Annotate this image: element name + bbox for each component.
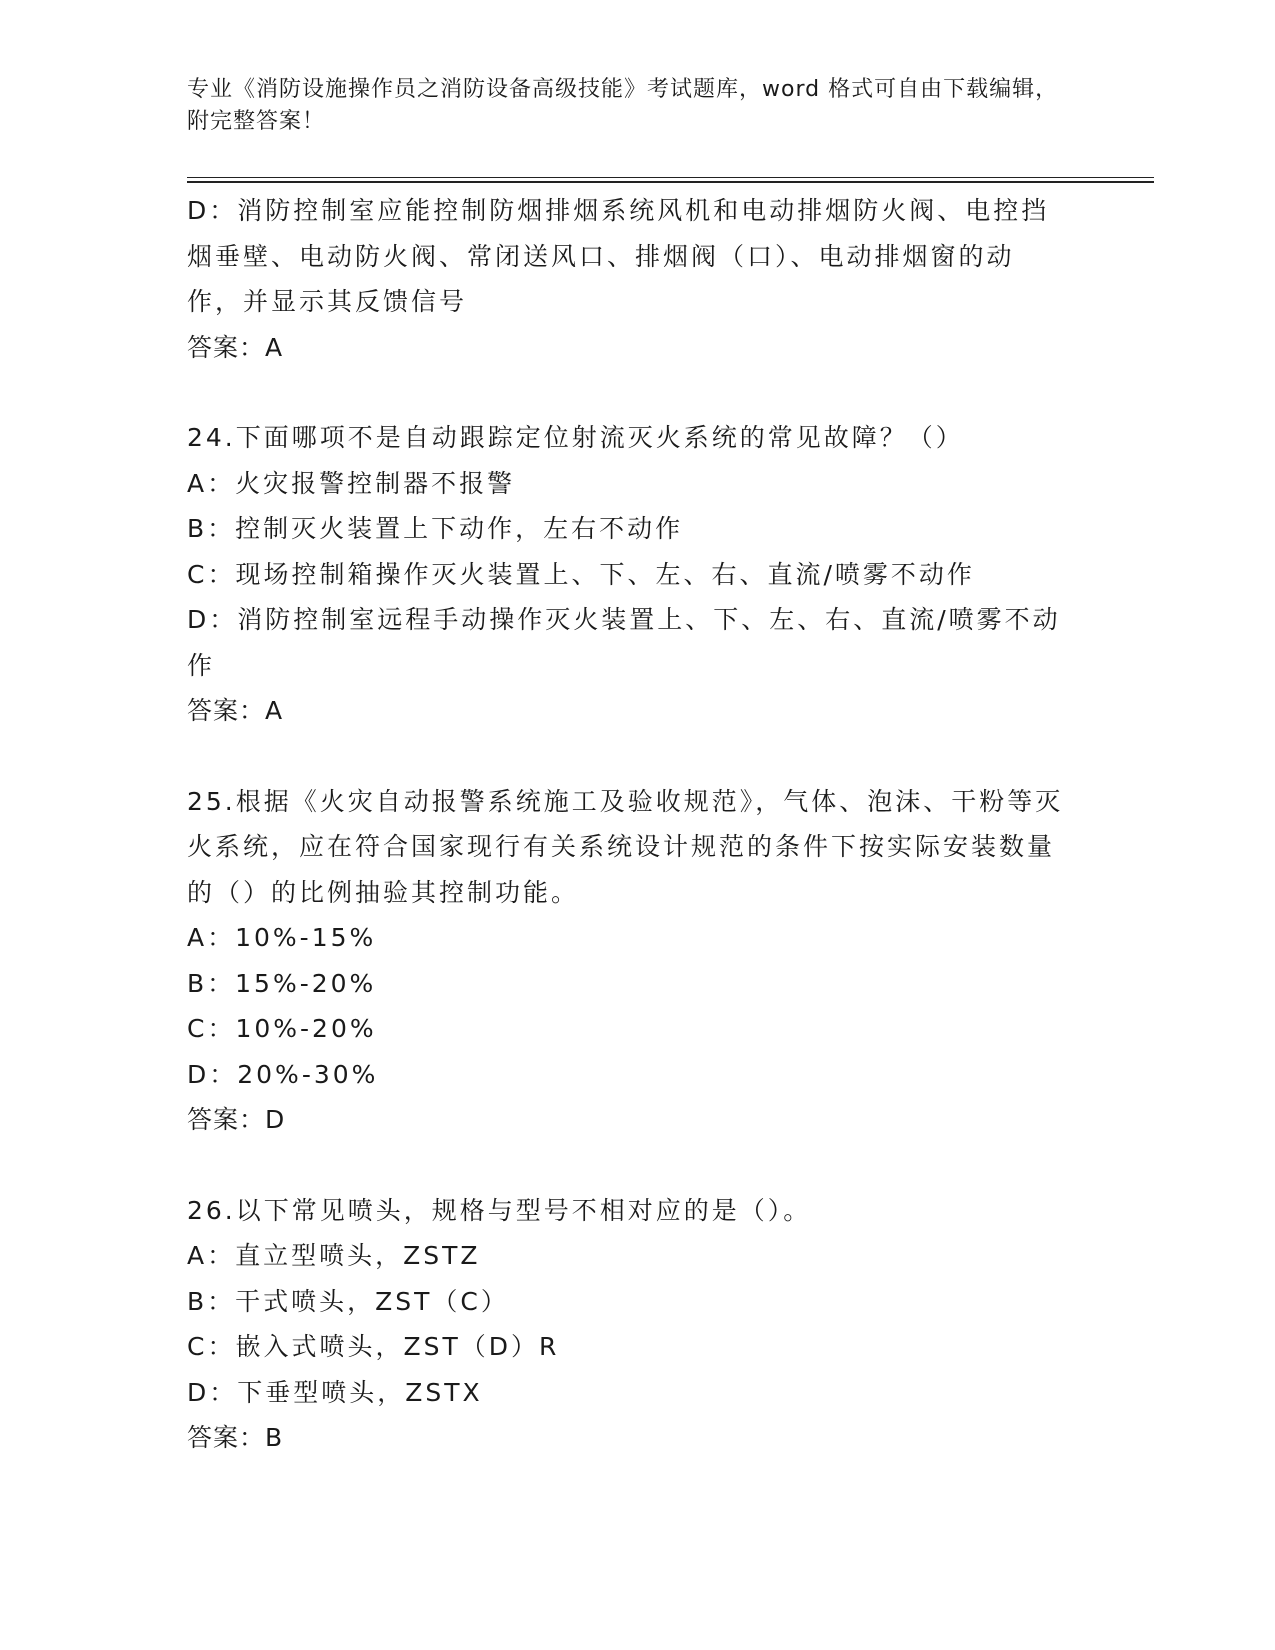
option-d: D：消防控制室远程手动操作灭火装置上、下、左、右、直流/喷雾不动作 [187, 605, 1061, 680]
header-divider-thick [187, 181, 1154, 183]
previous-question-tail [187, 188, 1067, 370]
option-a: A：10%-15% [187, 923, 377, 952]
spacer [187, 1143, 1067, 1188]
option-b: B：15%-20% [187, 968, 377, 998]
answer-line: 答案：D [187, 1105, 286, 1134]
option-a: A：火灾报警控制器不报警 [187, 468, 516, 498]
answer-line: 答案：A [187, 696, 284, 725]
answer-line: 答案：A [187, 332, 284, 362]
question-26 [187, 1188, 1067, 1461]
option-b: B：控制灭火装置上下动作，左右不动作 [187, 514, 684, 543]
option-d: D：消防控制室应能控制防烟排烟系统风机和电动排烟防火阀、电控挡烟垂壁、电动防火阀、常闭送风口、排烟阀（口）、电动排烟窗的动作，并显示其反馈信号 [187, 196, 1050, 316]
option-b: B：干式喷头，ZST（C） [187, 1286, 509, 1316]
question-content [187, 188, 1067, 1461]
option-d: D：20%-30% [187, 1059, 379, 1089]
question-stem: 25.根据《火灾自动报警系统施工及验收规范》，气体、泡沫、干粉等灭火系统，应在符合国家现行有关系统设计规范的条件下按实际安装数量的（）的比例抽验其控制功能。 [187, 786, 1064, 907]
option-a: A：直立型喷头，ZSTZ [187, 1241, 481, 1270]
option-d: D：下垂型喷头，ZSTX [187, 1377, 483, 1407]
question-24 [187, 415, 1067, 734]
header-divider-thin [187, 177, 1154, 178]
spacer [187, 734, 1067, 779]
question-stem: 26.以下常见喷头，规格与型号不相对应的是（）。 [187, 1195, 812, 1225]
answer-line: 答案：B [187, 1423, 284, 1452]
question-25 [187, 779, 1067, 1143]
option-c: C：10%-20% [187, 1014, 377, 1043]
question-stem: 24.下面哪项不是自动跟踪定位射流灭火系统的常见故障？（） [187, 423, 964, 452]
option-c: C：现场控制箱操作灭火装置上、下、左、右、直流/喷雾不动作 [187, 559, 975, 589]
spacer [187, 370, 1067, 415]
document-header: 专业《消防设施操作员之消防设备高级技能》考试题库，word 格式可自由下载编辑，附完整答案！ [187, 77, 1059, 134]
option-c: C：嵌入式喷头，ZST（D）R [187, 1332, 560, 1361]
